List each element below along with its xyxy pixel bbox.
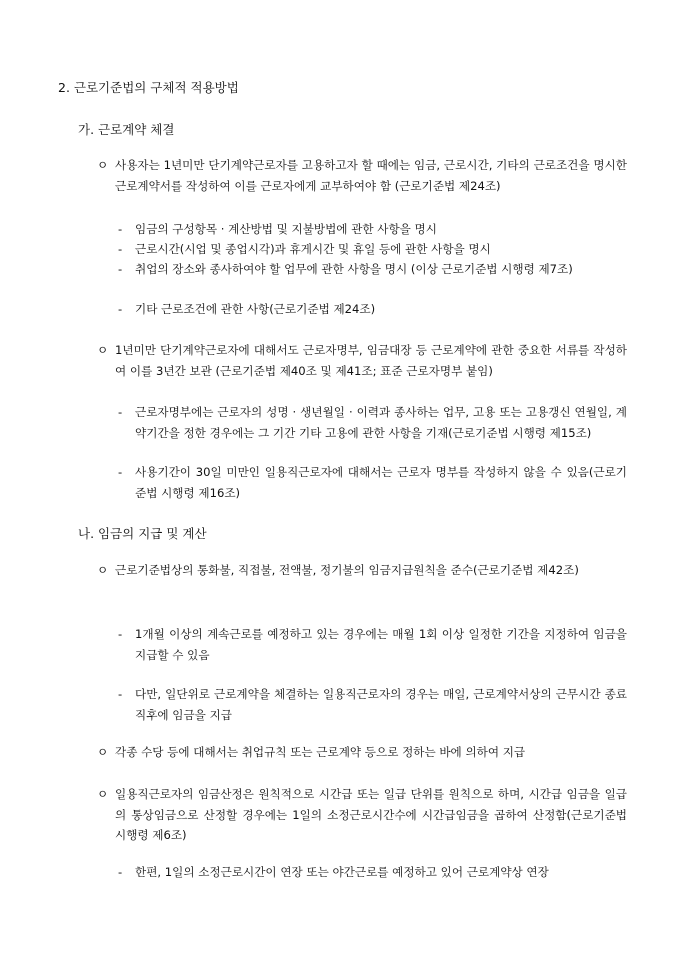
dash-icon: - <box>118 405 123 419</box>
subitem <box>118 239 627 260</box>
subitem-text: 1개월 이상의 계속근로를 예정하고 있는 경우에는 매월 1회 이상 일정한 기간을 지정하여 임금을 지급할 수 있음 <box>135 627 627 662</box>
dash-icon: - <box>118 465 123 479</box>
paragraph-allowances <box>97 742 627 763</box>
bullet-icon: ㅇ <box>97 787 109 801</box>
paragraph-wage-principles <box>97 560 627 581</box>
dash-icon: - <box>118 262 123 276</box>
bullet-icon: ㅇ <box>97 745 109 759</box>
paragraph-contract-written <box>97 155 627 196</box>
dash-icon: - <box>118 302 123 316</box>
subitem <box>118 624 627 665</box>
paragraph-text: 일용직근로자의 임금산정은 원칙적으로 시간급 또는 일급 단위를 원칙으로 하며, 시간급 임금을 일급의 통상임금으로 산정할 경우에는 1일의 소정근로시간수에 시간급임금을 곱하여 산정함(근로기준법 시행령 제6조) <box>115 787 627 842</box>
subsection-title-wages: 나. 임금의 지급 및 계산 <box>78 526 207 541</box>
paragraph-text: 근로기준법상의 통화불, 직접불, 전액불, 정기불의 임금지급원칙을 준수(근로기준법 제42조) <box>115 563 579 577</box>
subitem <box>118 462 627 503</box>
subitem <box>118 402 627 443</box>
dash-icon: - <box>118 222 123 236</box>
paragraph-daily-wage-calc <box>97 784 627 846</box>
paragraph-text: 사용자는 1년미만 단기계약근로자를 고용하고자 할 때에는 임금, 근로시간, 기타의 근로조건을 명시한 근로계약서를 작성하여 이를 근로자에게 교부하여야 함 (근로기준법 제24조) <box>115 158 627 193</box>
paragraph-text: 각종 수당 등에 대해서는 취업규칙 또는 근로계약 등으로 정하는 바에 의하여 지급 <box>115 745 526 759</box>
bullet-icon: ㅇ <box>97 158 109 172</box>
paragraph-text: 1년미만 단기계약근로자에 대해서도 근로자명부, 임금대장 등 근로계약에 관한 중요한 서류를 작성하여 이를 3년간 보관 (근로기준법 제40조 및 제41조; 표준 근로자명부 붙임) <box>115 343 627 378</box>
bullet-icon: ㅇ <box>97 343 109 357</box>
subitem-text: 사용기간이 30일 미만인 일용직근로자에 대해서는 근로자 명부를 작성하지 않을 수 있음(근로기준법 시행령 제16조) <box>135 465 627 500</box>
bullet-icon: ㅇ <box>97 563 109 577</box>
dash-icon: - <box>118 242 123 256</box>
subsection-title-contract: 가. 근로계약 체결 <box>78 122 175 137</box>
dash-icon: - <box>118 687 123 701</box>
subitem-text: 임금의 구성항목 · 계산방법 및 지불방법에 관한 사항을 명시 <box>135 222 437 236</box>
subitem-text: 근로시간(시업 및 종업시각)과 휴게시간 및 휴일 등에 관한 사항을 명시 <box>135 242 491 256</box>
subitem-text: 한편, 1일의 소정근로시간이 연장 또는 야간근로를 예정하고 있어 근로계약상 연장 <box>135 865 549 879</box>
subitem <box>118 219 627 240</box>
paragraph-records <box>97 340 627 381</box>
subitem <box>118 684 627 725</box>
subitem-text: 근로자명부에는 근로자의 성명 · 생년월일 · 이력과 종사하는 업무, 고용 또는 고용갱신 연월일, 계약기간을 정한 경우에는 그 기간 기타 고용에 관한 사항을 기재(근로기준법 시행령 제15조) <box>135 405 627 440</box>
subitem <box>118 299 627 320</box>
dash-icon: - <box>118 865 123 879</box>
subitem-text: 기타 근로조건에 관한 사항(근로기준법 제24조) <box>135 302 376 316</box>
section-title: 2. 근로기준법의 구체적 적용방법 <box>58 80 239 95</box>
subitem-text: 취업의 장소와 종사하여야 할 업무에 관한 사항을 명시 (이상 근로기준법 시행령 제7조) <box>135 262 573 276</box>
subitem <box>118 862 627 883</box>
subitem-text: 다만, 일단위로 근로계약을 체결하는 일용직근로자의 경우는 매일, 근로계약서상의 근무시간 종료 직후에 임금을 지급 <box>135 687 627 722</box>
dash-icon: - <box>118 627 123 641</box>
subitem <box>118 259 627 280</box>
